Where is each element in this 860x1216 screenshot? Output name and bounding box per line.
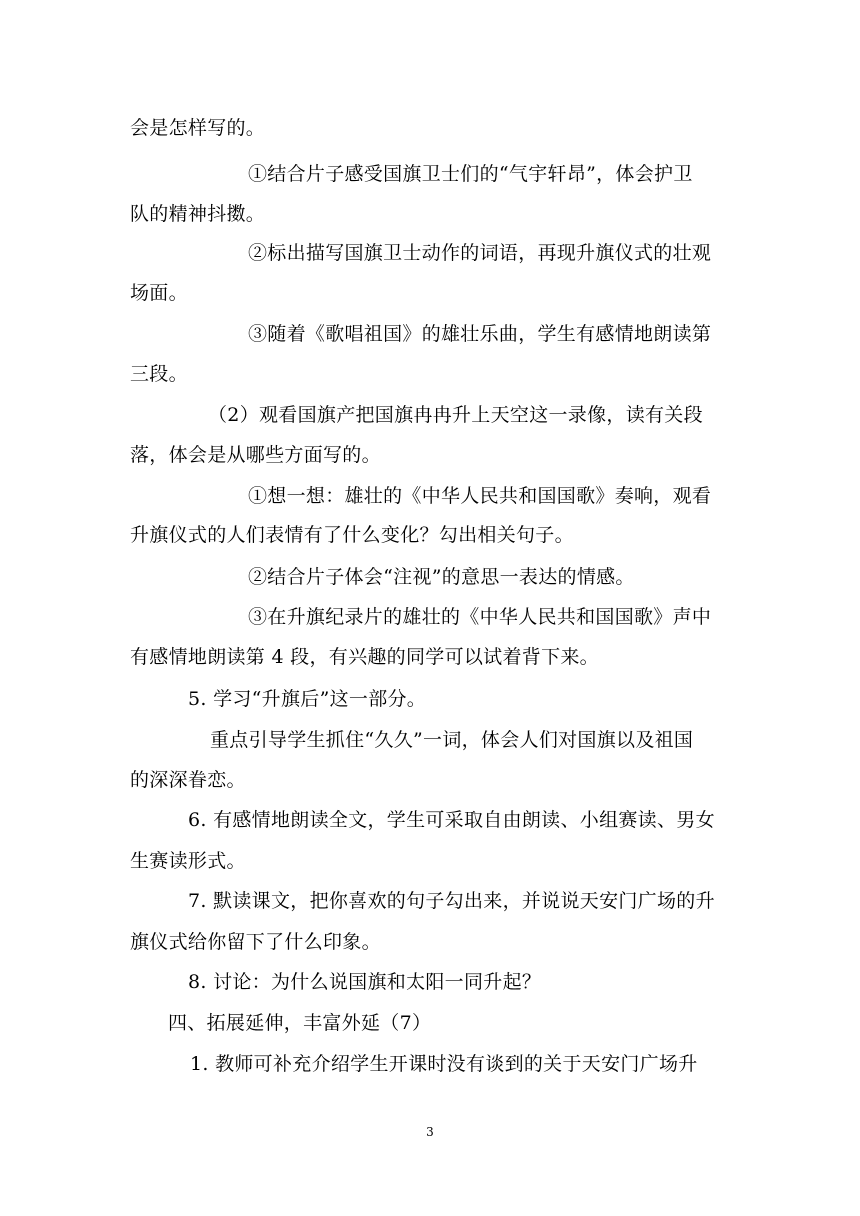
text-line: 6. 有感情地朗读全文，学生可采取自由朗读、小组赛读、男女: [188, 809, 715, 831]
text-line: 队的精神抖擞。: [130, 203, 266, 225]
section-heading: 四、拓展延伸，丰富外延（7）: [168, 1012, 432, 1034]
text-line: 1. 教师可补充介绍学生开课时没有谈到的关于天安门广场升: [190, 1053, 698, 1075]
text-line: 落，体会是从哪些方面写的。: [130, 444, 381, 466]
text-line: 8. 讨论：为什么说国旗和太阳一同升起？: [188, 971, 542, 993]
text-line: ①结合片子感受国旗卫士们的“气宇轩昂”，体会护卫: [248, 163, 693, 185]
text-line: ②标出描写国旗卫士动作的词语，再现升旗仪式的壮观: [248, 242, 712, 264]
text-line: 重点引导学生抓住“久久”一词，体会人们对国旗以及祖国: [210, 729, 694, 751]
text-line: ②结合片子体会“注视”的意思一表达的情感。: [248, 566, 635, 588]
text-line: ③在升旗纪录片的雄壮的《中华人民共和国国歌》声中: [248, 606, 712, 628]
text-line: 有感情地朗读第 4 段，有兴趣的同学可以试着背下来。: [130, 646, 599, 668]
text-line: 升旗仪式的人们表情有了什么变化？勾出相关句子。: [130, 524, 574, 546]
text-line: 旗仪式给你留下了什么印象。: [130, 931, 381, 953]
text-line: 场面。: [130, 282, 188, 304]
text-line: ①想一想：雄壮的《中华人民共和国国歌》奏响，观看: [248, 485, 712, 507]
page-number: 3: [426, 1125, 434, 1139]
text-line: 的深深眷恋。: [130, 769, 246, 791]
text-line: 7. 默读课文，把你喜欢的句子勾出来，并说说天安门广场的升: [188, 890, 715, 912]
text-line: 会是怎样写的。: [130, 117, 266, 139]
text-line: 三段。: [130, 363, 188, 385]
text-line: 生赛读形式。: [130, 850, 246, 872]
text-line: ③随着《歌唱祖国》的雄壮乐曲，学生有感情地朗读第: [248, 323, 712, 345]
text-line: 5. 学习“升旗后”这一部分。: [188, 688, 427, 710]
text-line: （2）观看国旗产把国旗冉冉升上天空这一录像，读有关段: [208, 404, 703, 426]
